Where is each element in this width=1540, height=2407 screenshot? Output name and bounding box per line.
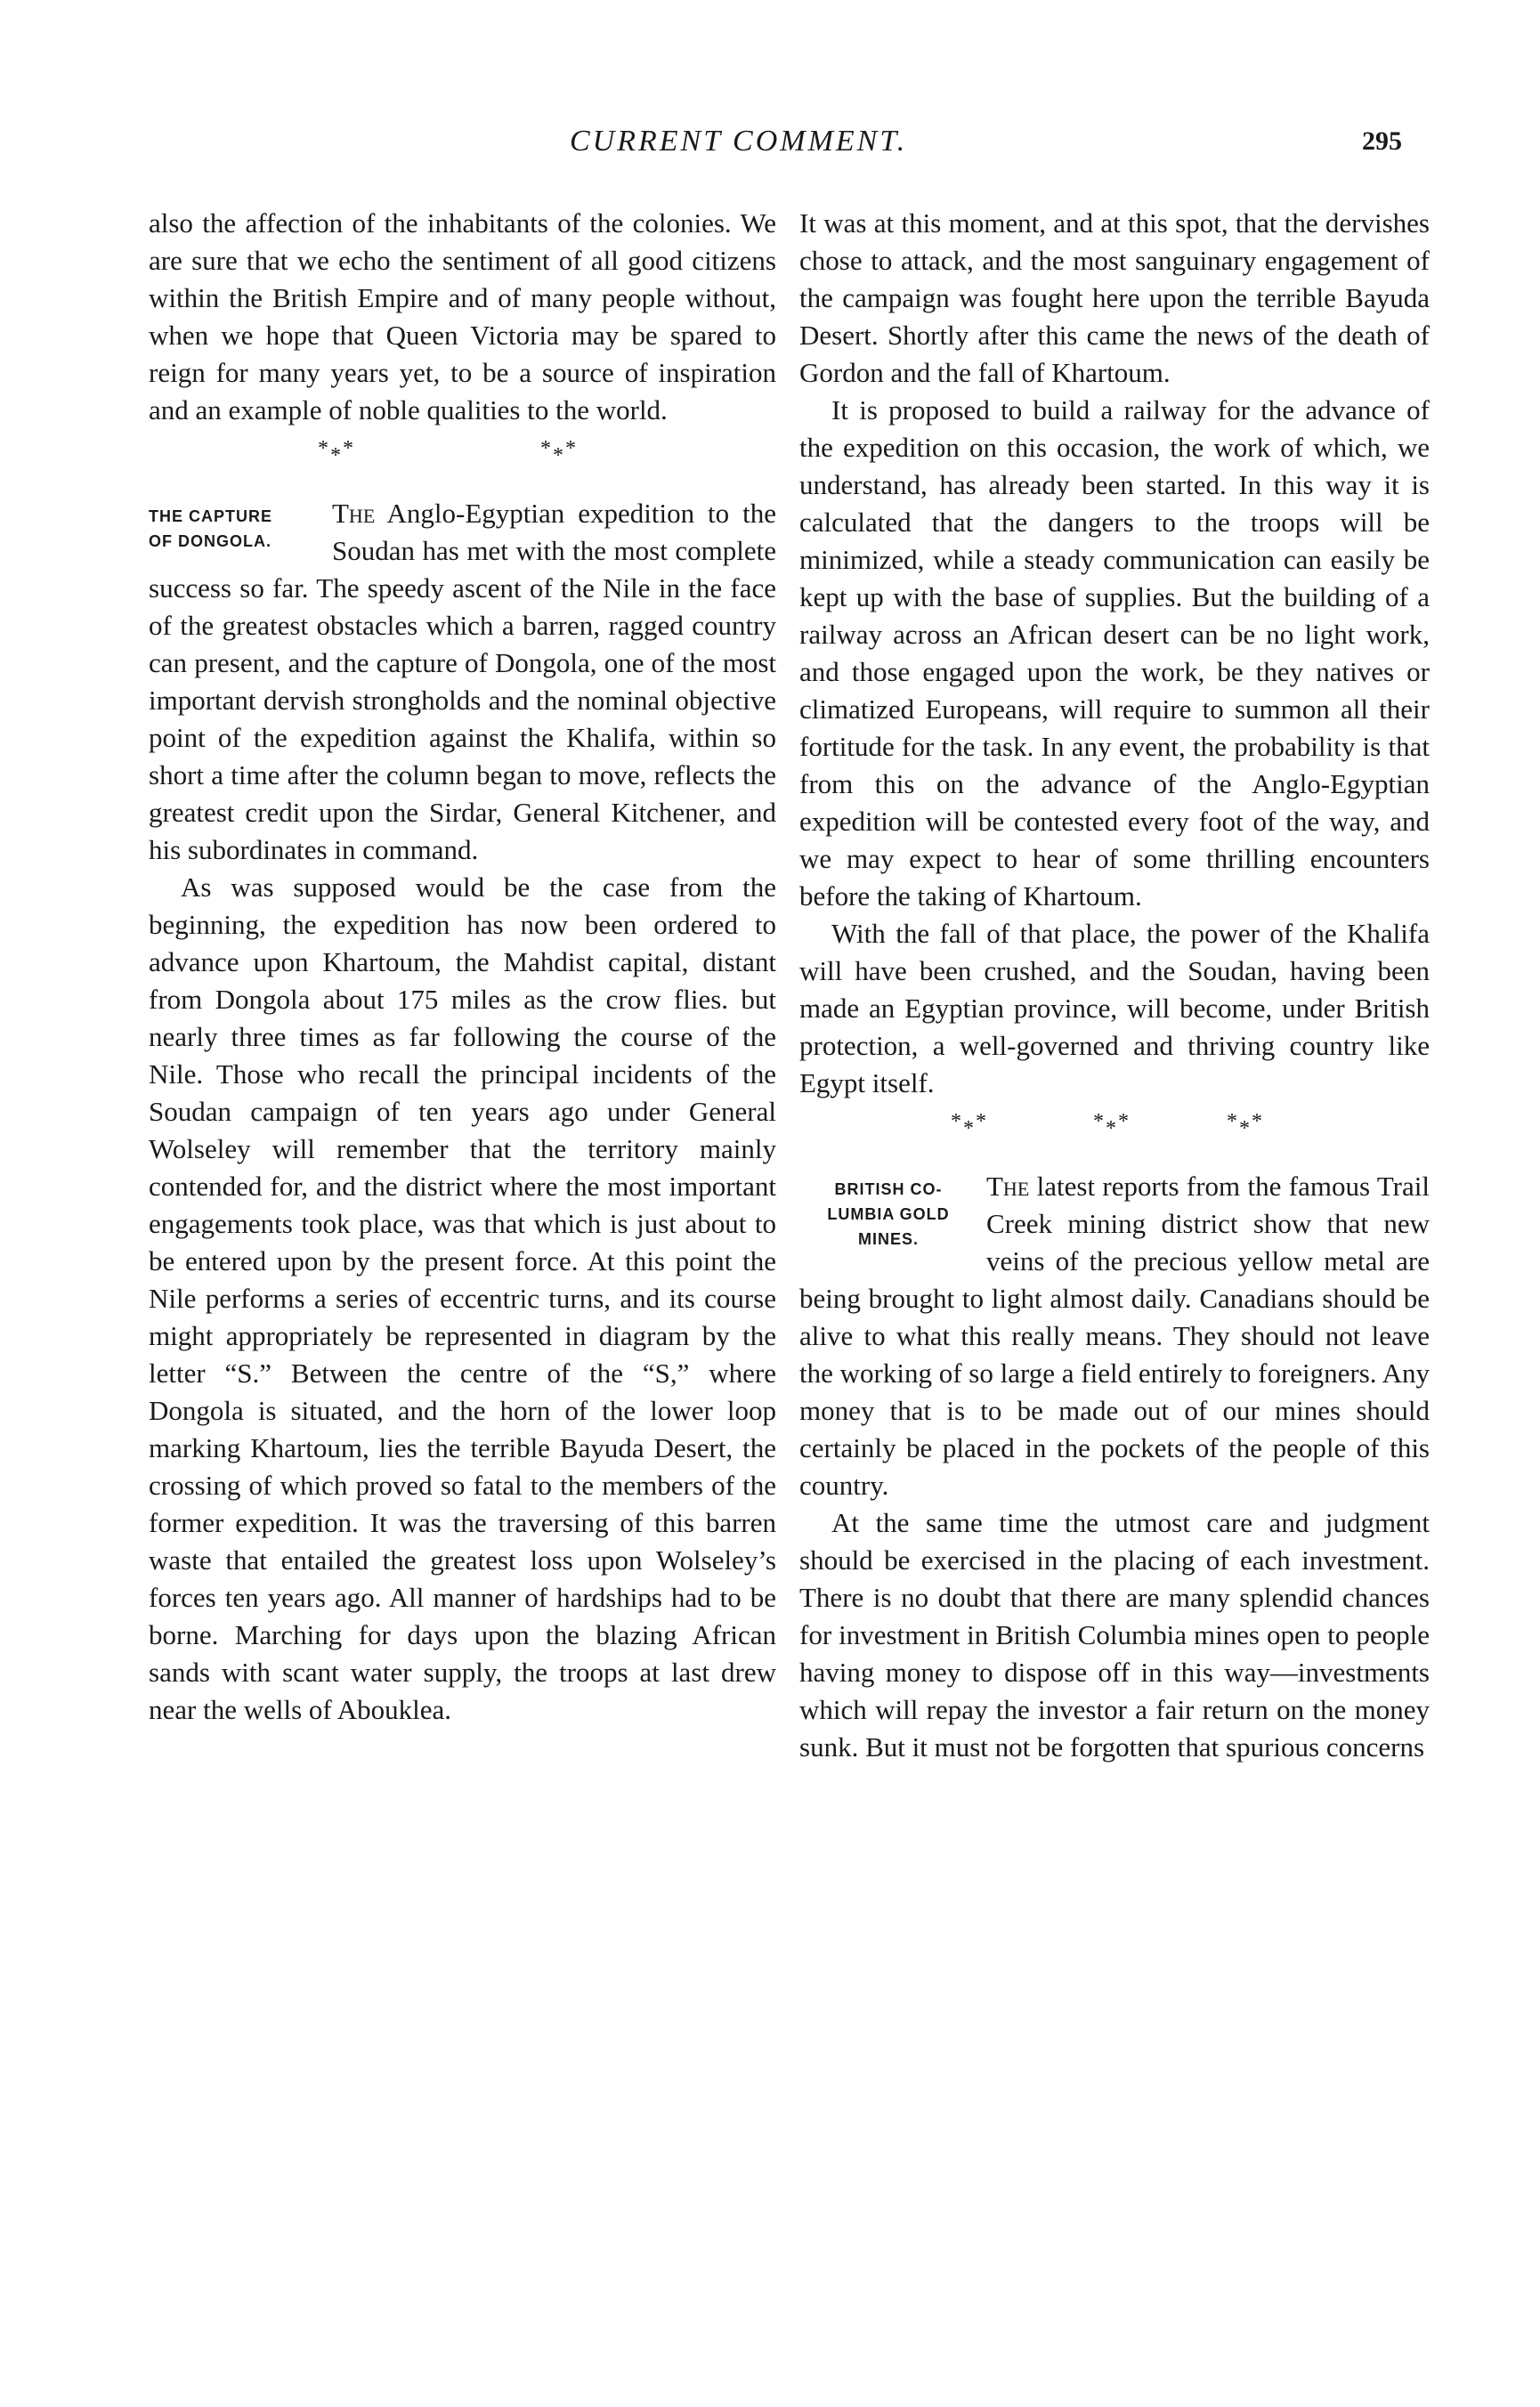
paragraph: At the same time the utmost care and judgment should be exercised in the placing of each investment. There is no doubt that there are many splendid chances for investment in British Columbia mines open to people having money to dispose off in this way—investments which will repay the investor a fair return on the money sunk. But it must not be forgotten that spurious concerns [799, 1507, 1430, 1763]
article-capture-of-dongola [149, 495, 776, 1729]
paragraph: As was supposed would be the case from the beginning, the expedition has now been ordered to advance upon Khartoum, the Mahdist capital, distant from Dongola about 175 miles as the crow flies. but nearly three times as far following the course of the Nile. Those who recall the principal incidents of the Soudan campaign of ten years ago under General Wolseley will remember that the territory mainly contended for, and the district where the most important engagements took place, was that which is just about to be entered upon by the present force. At this point the Nile performs a series of eccentric turns, and its course might appropriately be represented in diagram by the letter “S.” Between the centre of the “S,” where Dongola is situated, and the horn of the lower loop marking Khartoum, lies the terrible Bayuda Desert, the crossing of which proved so fatal to the members of the former expedition. It was the traversing of this barren waste that entailed the greatest loss upon Wolseley’s forces ten years ago. All manner of hardships had to be borne. Marching for days upon the blazing African sands with scant water supply, the troops at last drew near the wells of Abouklea. [149, 871, 776, 1725]
paragraph: With the fall of that place, the power of the Khalifa will have been crushed, and the Soudan, having been made an Egyptian province, will become, under British protection, a well-governed and thriving country like Egypt itself. [799, 918, 1430, 1098]
asterism-icon: *** [1093, 1110, 1131, 1140]
sidehead-line: LUMBIA GOLD [827, 1205, 950, 1223]
section-sidehead [799, 1177, 977, 1252]
section-divider [799, 1102, 1430, 1168]
sidehead-line: MINES. [857, 1230, 919, 1248]
paragraph-text: latest reports from the famous Trail Creek mining district show that new veins of the precious yellow metal are being brought to light almost daily. Canadians should be alive to what this really means. They should not leave the working of so large a field entirely to foreigners. Any money that is to be made out of our mines should certainly be placed in the pockets of the people of this country. [799, 1171, 1430, 1501]
lead-word: The [986, 1171, 1030, 1202]
section-sidehead [149, 504, 323, 554]
paragraph-text: Anglo-Egyptian expedition to the Soudan has met with the most complete success so far. The speedy ascent of the Nile in the face of the greatest obstacles which a barren, ragged country can present, and the capture of Dongola, one of the most important dervish strongholds and the nominal objective point of the expedition against the Khalifa, within so short a time after the column began to move, reflects the greatest credit upon the Sirdar, General Kitchener, and his subordinates in command. [149, 498, 776, 865]
paragraph: It was at this moment, and at this spot, that the dervishes chose to attack, and the most sanguinary engagement of the campaign was fought here upon the terrible Bayuda Desert. Shortly after this came the news of the death of Gordon and the fall of Khartoum. [799, 207, 1430, 388]
left-column [149, 205, 776, 1729]
running-header [0, 125, 1540, 169]
sidehead-line: OF DONGOLA. [149, 532, 272, 550]
lead-word: The [332, 498, 376, 529]
article-british-columbia-gold-mines [799, 1168, 1430, 1766]
sidehead-line: THE CAPTURE [149, 507, 273, 525]
asterism-icon: *** [1227, 1110, 1264, 1140]
running-title: CURRENT COMMENT. [570, 125, 908, 158]
right-column [799, 205, 1430, 1766]
paragraph: also the affection of the inhabitants of the colonies. We are sure that we echo the sentiment of all good citizens within the British Empire and of many people without, when we hope that Queen Victoria may be spared to reign for many years yet, to be a source of inspiration and an example of noble qualities to the world. [149, 207, 776, 425]
asterism-icon: *** [318, 437, 355, 467]
sidehead-line: BRITISH CO- [834, 1180, 943, 1198]
asterism-icon: *** [951, 1110, 988, 1140]
section-divider [149, 429, 776, 495]
asterism-icon: *** [540, 437, 578, 467]
page-number: 295 [1362, 126, 1402, 156]
paragraph: It is proposed to build a railway for the advance of the expedition on this occasion, the work of which, we understand, has already been started. In this way it is calculated that the dangers to the troops will be minimized, while a steady communication can easily be kept up with the base of supplies. But the building of a railway across an African desert can be no light work, and those engaged upon the work, be they natives or climatized Europeans, will require to summon all their fortitude for the task. In any event, the probability is that from this on the advance of the Anglo-Egyptian expedition will be contested every foot of the way, and we may expect to hear of some thrilling encounters before the taking of Khartoum. [799, 394, 1430, 912]
